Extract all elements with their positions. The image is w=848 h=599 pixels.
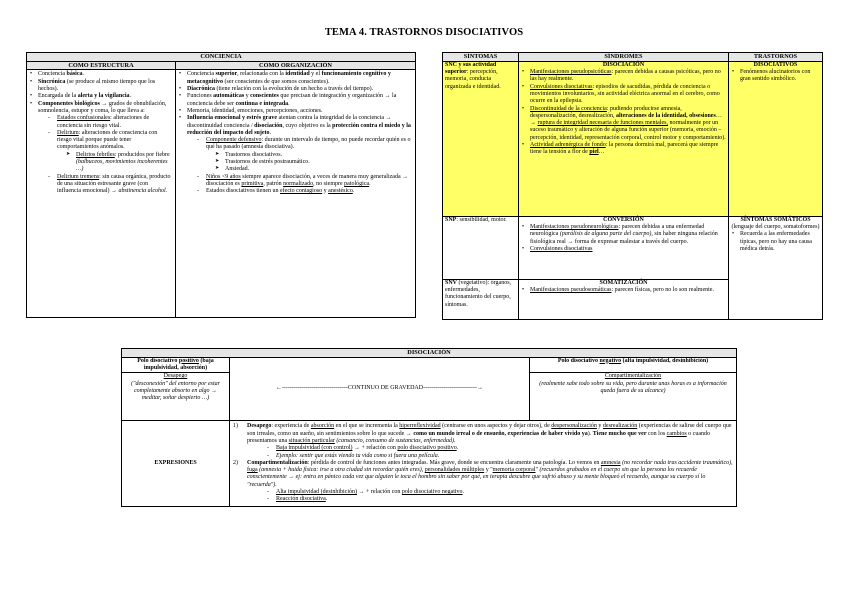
disociativos-title: DISOCIATIVOS [753,61,798,68]
list-item: - Reacción disociativa. [267,496,733,503]
disociacion-header: DISOCIACIÓN [122,349,737,358]
list-item: • Fenómenos alucinatorios con gran sentido simbólico. [731,69,820,84]
list-item: ➤ Trastornos de estrés postraumático. [215,159,413,166]
estructura-header: COMO ESTRUCTURA [27,61,176,70]
list-item: - Delirium: alteraciones de consciencia con riesgo vital porque puede tener comportamientos anómalos. ➤ Delirios febriles: producidos por fiebre (balbuceos, movimientos incoherentes …) [48,130,173,174]
list-item: • Conciencia básica. [29,71,173,78]
list-item: - Componente defensivo: durante un intervalo de tiempo, no puede recordar quién es o qué ha pasado (amnesia disociativa). ➤ Trastornos disociativos. ➤ Trastornos de estrés postraumático. ➤ Ansiedad. [197,137,413,174]
polo-negativo-desc: Compartimentalización (realmente sabe todo sobre su vida, pero durante unas horas es a información queda fuera de su alcance) [530,373,737,421]
list-item: • Funciones automáticas y conscientes que precisan de integración y organización → la conciencia debe ser continua e integrada. [178,93,413,108]
somaticos-title: SÍNTOMAS SOMÁTICOS [740,216,811,223]
disociacion-title: DISOCIACIÓN [602,61,645,68]
sintomas-snv: SNV (vegetativo): órganos, enfermedades, funcionamiento del cuerpo, síntomas. [443,279,519,319]
expresiones-label: EXPRESIONES [122,421,230,506]
expresiones-content [230,421,737,506]
list-item: - Alta impulsividad (desinhibición) → + relación con polo disociativo negativo. [267,489,733,496]
list-item: ➤ Trastornos disociativos. [215,152,413,159]
trastorno-somaticos [729,216,823,319]
list-item: - Ejemplo: sentir que estás viendo tu vida como si fuera una película. [267,453,733,460]
list-item: • Convulsiones disociativas [521,246,726,253]
conciencia-header: CONCIENCIA [27,53,416,62]
polo-positivo-desc: Desapego ("desconexión" del entorno por estar completamente absorto en algo → meditar, soñar despierto …) [122,373,230,421]
list-item: ➤ Ansiedad. [215,166,413,173]
trastornos-table [442,52,823,320]
organizacion-list [178,71,413,195]
list-item: • Influencia emocional y estrés grave atentan contra la integridad de la conciencia → discontinuidad conciencia / disociación, cuyo objetivo es la protección contra el miedo y la reducción del impacto del sujeto. - Componente defensivo: durante un intervalo de tiempo, no puede recordar quién es o qué ha pasado (amnesia disociativa). ➤ Trastornos disociativos. ➤ Trastornos de estrés postraumático. ➤ Ansiedad. - Niños <9 años siempre aparece disociación, a veces de manera muy generalizada → disociación es primitiva, patrón normalizado, no siempre patológica. - Estados disociativos tienen un efecto contagioso y anestésico. [178,115,413,195]
conversion-title: CONVERSIÓN [603,216,644,223]
estructura-list [29,71,173,195]
sindrome-disociacion [519,61,729,216]
list-item: - Baja impulsividad (con control) → + relación con polo disociativo positivo. [267,445,733,452]
conciencia-table [26,52,416,318]
somaticos-subtitle: (lenguaje del cuerpo, somatoformes) [731,223,820,230]
gravity-continuum: ←---------------------------------CONTINUO DE GRAVEDAD---------------------------→ [230,357,530,421]
sintomas-header: SÍNTOMAS [443,53,519,62]
list-item: • Convulsiones disociativas: episodios de sacudidas, pérdida de conciencia o movimientos involuntarios, sin actividad eléctrica anormal en el cerebro, como ocurre en la epilepsia. [521,84,726,106]
list-item: • Sincrónica (se produce al mismo tiempo que los hechos). [29,79,173,94]
polo-negativo-title: Polo disociativo negativo (alta impulsividad, desinhibición) [530,357,737,373]
sintomas-snc: SNC y sus actividad superior: percepción, memoria, conducta organizada e identidad. [443,61,519,216]
expresion-desapego: 1) Desapego: experiencia de absorción en el que se incrementa la hiperreflexividad (centrarse en unos aspectos y dejar otros), de despersonalización y desrealización (experiencias de salirse del cuerpo que son irreales, como un sueño, sin sentimientos sobre lo que sucede → como un mundo irreal o de ensueño, experiencias de haber vivido ya). Tiene mucho que ver con los cambios o cuando presentamos una situación particular (cansancio, consumo de sustancias, enfermedad). - Baja impulsividad (con control) → + relación con polo disociativo positivo. - Ejemplo: sentir que estás viendo tu vida como si fuera una película. [233,423,733,460]
somatizacion-title: SOMATIZACIÓN [599,279,648,286]
list-item: • Diacrónica (tiene relación con la evolución de un hecho a través del tiempo). [178,86,413,93]
list-item: • Conciencia superior, relacionada con la identidad y el funcionamiento cognitivo y metacognitivo (ser conscientes de que somos conscientes). [178,71,413,86]
list-item: - Estados confusionales: alteraciones de conciencia sin riesgo vital. [48,115,173,130]
expresion-compartimentalizacion: 2) Compartimentalización: pérdida de control de funciones antes integradas. Más grave, donde se encuentra claramente una patología. Lo vemos en amnesia (no recordar nada tras accidente traumático), fuga (amnesia + huida física: irse a otra ciudad sin recordar quién eres), personalidades múltiples y "memoria corporal" (recuerdos grabados en el cuerpo sin que la persona los recuerde conscientemente → ej: entra en pánico cada vez que alguien le toca el hombro sin saber por qué, en terapia descubre que sufrió abuso y su mente bloqueó el recuerdo, aunque su cuerpo sí lo "recuerda"). - Alta impulsividad (desinhibición) → + relación con polo disociativo negativo. - Reacción disociativa. [233,460,733,504]
sindrome-conversion [519,216,729,279]
organizacion-header: COMO ORGANIZACIÓN [176,61,416,70]
list-item: • Manifestaciones pseudosomáticas: parecen físicas, pero no lo son realmente. [521,287,726,294]
list-item: • Discontinuidad de la conciencia: pudiendo producirse amnesia, despersonalización, desrealización, alteraciones de la identidad, obsesiones… → ruptura de integridad necesaria de funciones mentales, normalmente por un suceso traumático y alteración de alguna función superior (memoria, emoción – percepción, identidad, representación corporal, control motor y comportamiento). [521,106,726,143]
list-item: • Actividad adrenérgica de fondo: la persona dormirá mal, parecerá que siempre tiene la tensión a flor de piel… [521,142,726,157]
list-item: • Manifestaciones pseudopsicóticas: parecen debidas a causas psicóticas, pero no las hay realmente. [521,69,726,84]
list-item: - Niños <9 años siempre aparece disociación, a veces de manera muy generalizada → disociación es primitiva, patrón normalizado, no siempre patológica. [197,174,413,189]
sindrome-somatizacion [519,279,729,319]
sintomas-snp: SNP: sensibilidad, motor. [443,216,519,279]
organizacion-cell [176,70,416,318]
polo-positivo-title: Polo disociativo positivo (baja impulsividad, absorción) [122,357,230,373]
list-item: • Memoria, identidad, emociones, percepciones, acciones. [178,108,413,115]
list-item: - Delirium tremens: sin causa orgánica, producto de una situación estresante grave (con influencia emocional) → abstinencia alcohol. [48,174,173,196]
list-item: - Estados disociativos tienen un efecto contagioso y anestésico. [197,188,413,195]
estructura-cell [27,70,176,318]
list-item: • Manifestaciones pseudoneurológicas: parecen debidas a una enfermedad neurológica (parálisis de alguna parte del cuerpo), sin haber ninguna relación fisiológica real → forma de expresar malestar a través del cuerpo. [521,224,726,246]
sindromes-header: SÍNDROMES [519,53,729,62]
trastornos-header: TRASTORNOS [729,53,823,62]
list-item: • Componentes biológicos → grados de obnubilación, somnolencia, estupor y coma, lo que lleva a: - Estados confusionales: alteraciones de conciencia sin riesgo vital. - Delirium: alteraciones de consciencia con riesgo vital porque puede tener comportamientos anómalos. ➤ Delirios febriles: producidos por fiebre (balbuceos, movimientos incoherentes …) - Delirium tremens: sin causa orgánica, producto de una situación estresante grave (con influencia emocional) → abstinencia alcohol. [29,101,173,196]
disociacion-table [121,348,737,507]
list-item: • Recuerda a las enfermedades típicas, pero no hay una causa médica detrás. [731,231,820,253]
list-item: • Encargada de la alerta y la vigilancia. [29,93,173,100]
list-item: ➤ Delirios febriles: producidos por fiebre (balbuceos, movimientos incoherentes …) [66,152,173,174]
page-title: TEMA 4. TRASTORNOS DISOCIATIVOS [324,27,524,38]
trastorno-disociativos [729,61,823,216]
